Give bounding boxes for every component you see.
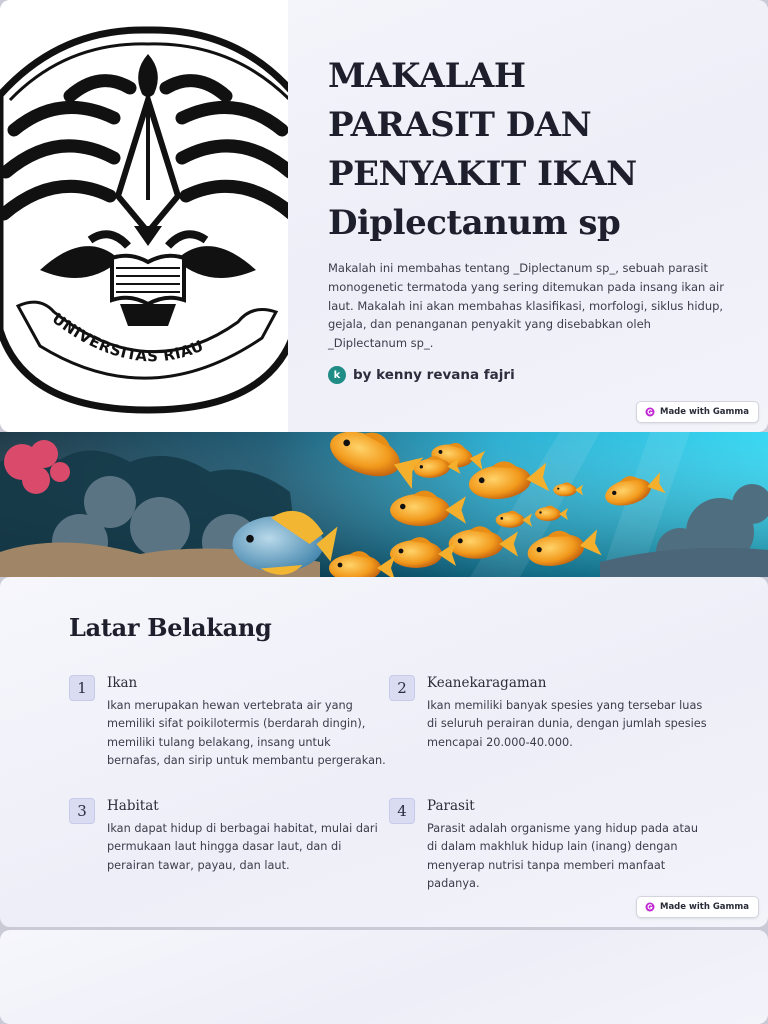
cover-slide	[0, 0, 768, 432]
section-title: Latar Belakang	[69, 613, 272, 642]
avatar: k	[328, 366, 346, 384]
author-byline[interactable]	[328, 366, 515, 384]
title-line: MAKALAH	[328, 56, 526, 96]
card-title: Ikan	[107, 675, 138, 691]
gamma-logo-icon	[645, 407, 655, 417]
cover-description: Makalah ini membahas tentang _Diplectanum sp_, sebuah parasit monogenetic termatoda yang sering ditemukan pada insang ikan air laut. Makalah ini akan membahas klasifikasi, morfologi, siklus hidup, gejala, dan penanganan penyakit yang disebabkan oleh _Diplectanum sp_.	[328, 261, 724, 351]
cover-title	[328, 52, 748, 248]
card-title: Habitat	[107, 798, 159, 814]
title-line: PENYAKIT IKAN	[328, 154, 637, 194]
card-text: Ikan dapat hidup di berbagai habitat, mulai dari permukaan laut hingga dasar laut, dan di perairan tawar, payau, dan laut.	[107, 822, 378, 872]
logo-ribbon-text: UNIVERSITAS RIAU	[48, 309, 207, 366]
made-with-gamma-button[interactable]	[636, 401, 759, 423]
gamma-logo-icon	[645, 902, 655, 912]
card-text: Parasit adalah organisme yang hidup pada atau di dalam makhluk hidup lain (inang) dengan menyerap nutrisi tanpa memberi manfaat padanya.	[427, 822, 698, 890]
card-text: Ikan memiliki banyak spesies yang tersebar luas di seluruh perairan dunia, dengan jumlah spesies mencapai 20.000-40.000.	[427, 699, 707, 749]
author-name: by kenny revana fajri	[353, 367, 515, 383]
made-with-gamma-button[interactable]	[636, 896, 759, 918]
card-title: Parasit	[427, 798, 475, 814]
coral-reef-fish-image	[0, 432, 768, 577]
university-logo	[0, 0, 288, 432]
card-number: 4	[389, 798, 415, 824]
card-title: Keanekaragaman	[427, 675, 547, 691]
gamma-badge-label: Made with Gamma	[659, 902, 749, 912]
universitas-riau-emblem-icon	[0, 0, 288, 432]
card-number: 2	[389, 675, 415, 701]
title-line: Diplectanum sp	[328, 203, 621, 243]
title-line: PARASIT DAN	[328, 105, 592, 145]
card-number: 1	[69, 675, 95, 701]
next-slide	[0, 930, 768, 1024]
card-number: 3	[69, 798, 95, 824]
card-text: Ikan merupakan hewan vertebrata air yang memiliki sifat poikilotermis (berdarah dingin), memiliki tulang belakang, insang untuk bernafas, dan sirip untuk membantu pergerakan.	[107, 699, 386, 767]
background-slide	[0, 577, 768, 927]
gamma-badge-label: Made with Gamma	[659, 407, 749, 417]
